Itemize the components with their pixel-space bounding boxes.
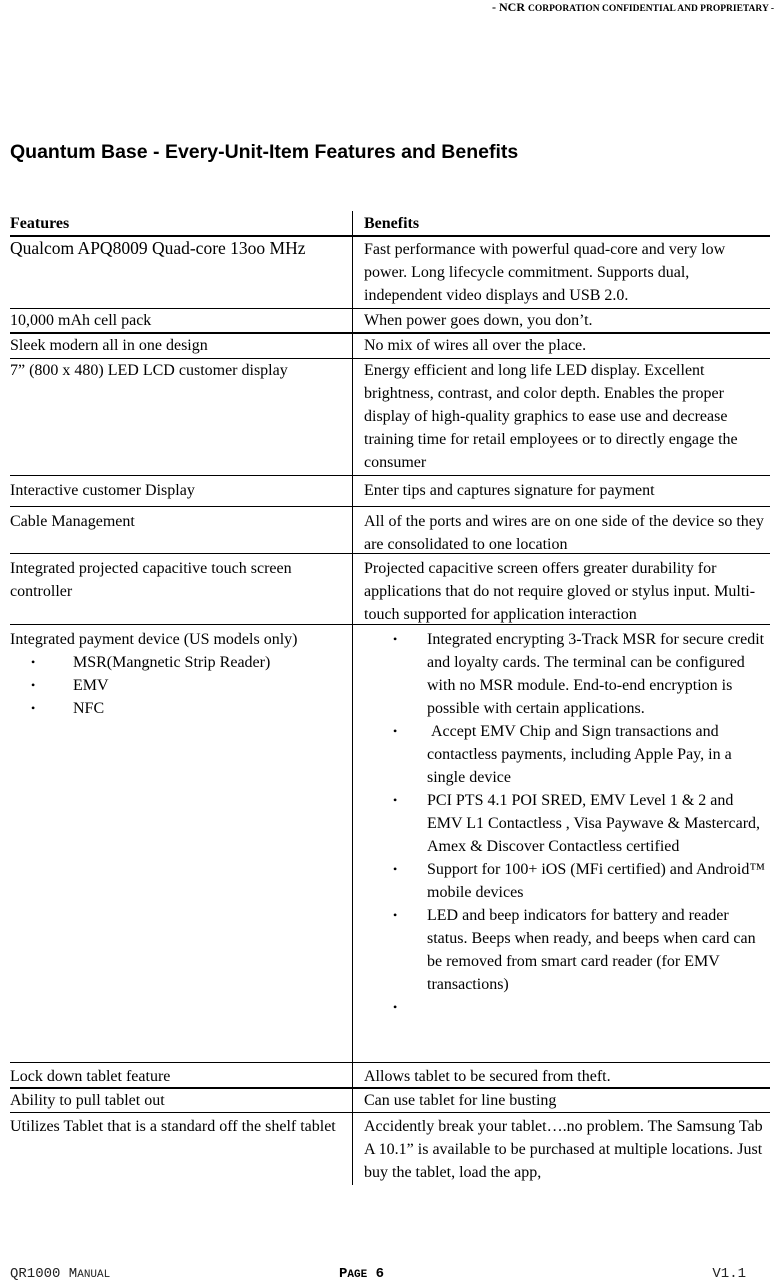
- page-label-lead: P: [339, 1266, 348, 1282]
- column-divider: [352, 334, 353, 358]
- bullet-text: Integrated encrypting 3-Track MSR for secure credit and loyalty cards. The terminal can be configured with no MSR module. End-to-end encryption is possible with certain applications.: [427, 631, 765, 717]
- benefit-bullet-list: [364, 628, 770, 1019]
- list-item: [364, 996, 770, 1019]
- page-footer: [0, 1266, 778, 1284]
- list-item: [364, 720, 770, 789]
- table-row: [10, 554, 770, 625]
- confidential-rest: CORPORATION CONFIDENTIAL AND PROPRIETARY -: [528, 4, 774, 14]
- feature-cell: Interactive customer Display: [10, 482, 195, 499]
- bullet-text: NFC: [73, 700, 105, 717]
- column-divider: [352, 237, 353, 308]
- bullet-icon: •: [393, 632, 398, 646]
- table-row: [10, 1063, 770, 1089]
- list-item: [364, 904, 770, 996]
- bullet-icon: •: [393, 908, 398, 922]
- benefit-cell: All of the ports and wires are on one side of the device so they are consolidated to one location: [364, 513, 764, 553]
- column-divider: [352, 309, 353, 332]
- feature-cell: Qualcom APQ8009 Quad-core 13oo MHz: [10, 238, 306, 258]
- confidentiality-header: [492, 0, 774, 15]
- feature-cell: 10,000 mAh cell pack: [10, 312, 152, 329]
- benefit-cell: No mix of wires all over the place.: [364, 337, 587, 354]
- feature-text: Integrated payment device (US models only): [10, 631, 298, 648]
- column-divider: [352, 211, 353, 235]
- feature-cell: [10, 628, 340, 720]
- feature-cell: 7” (800 x 480) LED LCD customer display: [10, 362, 288, 379]
- table-row: [10, 1089, 770, 1113]
- feature-bullet-list: [10, 651, 340, 720]
- bullet-text: LED and beep indicators for battery and reader status. Beeps when ready, and beeps when card can be removed from smart card reader (for EMV transactions): [427, 907, 756, 993]
- bullet-text: MSR(Mangnetic Strip Reader): [73, 654, 271, 671]
- bullet-text: Support for 100+ iOS (MFi certified) and Android™ mobile devices: [427, 861, 765, 901]
- manual-name-rest: ANUAL: [77, 1269, 111, 1281]
- bullet-icon: •: [31, 678, 36, 692]
- bullet-icon: •: [393, 793, 398, 807]
- bullet-text: PCI PTS 4.1 POI SRED, EMV Level 1 & 2 and EMV L1 Contactless , Visa Paywave & Mastercard, Amex & Discover Contactless certified: [427, 792, 761, 855]
- benefits-header: Benefits: [364, 215, 420, 232]
- list-item: [10, 651, 340, 674]
- column-divider: [352, 359, 353, 475]
- list-item: [364, 858, 770, 904]
- bullet-text: Accept EMV Chip and Sign transactions and contactless payments, including Apple Pay, in a single device: [427, 723, 736, 786]
- table-row: [10, 476, 770, 507]
- features-header: Features: [10, 215, 70, 232]
- table-row: [10, 1113, 770, 1185]
- feature-cell: Cable Management: [10, 513, 135, 530]
- page-number: 6: [375, 1266, 385, 1282]
- feature-cell: Utilizes Tablet that is a standard off the shelf tablet: [10, 1118, 336, 1135]
- table-header-row: [10, 211, 770, 237]
- bullet-icon: •: [393, 724, 398, 738]
- column-divider: [352, 507, 353, 553]
- table-row: [10, 507, 770, 554]
- list-item: [364, 789, 770, 858]
- confidential-lead: - NCR: [492, 0, 529, 14]
- bullet-icon: •: [393, 1000, 398, 1014]
- table-row: [10, 237, 770, 309]
- list-item: [364, 628, 770, 720]
- bullet-icon: •: [393, 862, 398, 876]
- page-label-rest: AGE: [347, 1269, 368, 1281]
- list-item: [10, 697, 340, 720]
- table-row: [10, 359, 770, 476]
- table-row: [10, 334, 770, 359]
- benefit-cell: Projected capacitive screen offers greater durability for applications that do not require gloved or stylus input. Multi-touch supported for application interaction: [364, 560, 756, 623]
- bullet-text: EMV: [73, 677, 109, 694]
- column-divider: [352, 476, 353, 506]
- version-label: V1.1: [712, 1266, 746, 1282]
- benefit-cell: When power goes down, you don’t.: [364, 312, 593, 329]
- manual-name-lead: QR1000 M: [10, 1266, 78, 1282]
- feature-cell: Lock down tablet feature: [10, 1068, 171, 1085]
- column-divider: [352, 1063, 353, 1087]
- feature-cell: Sleek modern all in one design: [10, 337, 208, 354]
- column-divider: [352, 1113, 353, 1185]
- list-item: [10, 674, 340, 697]
- feature-cell: Integrated projected capacitive touch screen controller: [10, 560, 292, 600]
- features-benefits-table: [10, 211, 770, 1185]
- table-row: [10, 309, 770, 334]
- feature-cell: Ability to pull tablet out: [10, 1092, 165, 1109]
- bullet-icon: •: [31, 701, 36, 715]
- bullet-icon: •: [31, 655, 36, 669]
- column-divider: [352, 625, 353, 1062]
- benefit-cell: Accidently break your tablet….no problem. The Samsung Tab A 10.1” is available to be purchased at multiple locations. Just buy the tablet, load the app,: [364, 1118, 763, 1181]
- benefit-cell: Can use tablet for line busting: [364, 1092, 557, 1109]
- benefit-cell: Energy efficient and long life LED display. Excellent brightness, contrast, and color depth. Enables the proper display of high-quality graphics to ease use and decrease training time for retail employees or to directly engage the consumer: [364, 362, 738, 471]
- page-label: [339, 1266, 384, 1282]
- benefit-cell: Fast performance with powerful quad-core and very low power. Long lifecycle commitment. Supports dual, independent video displays and USB 2.0.: [364, 241, 726, 304]
- column-divider: [352, 1089, 353, 1112]
- table-row: [10, 625, 770, 1063]
- benefit-cell: [364, 628, 770, 1019]
- column-divider: [352, 554, 353, 624]
- manual-name: [10, 1266, 110, 1282]
- benefit-cell: Allows tablet to be secured from theft.: [364, 1068, 611, 1085]
- benefit-cell: Enter tips and captures signature for payment: [364, 482, 655, 499]
- page-title: Quantum Base - Every-Unit-Item Features and Benefits: [10, 141, 519, 163]
